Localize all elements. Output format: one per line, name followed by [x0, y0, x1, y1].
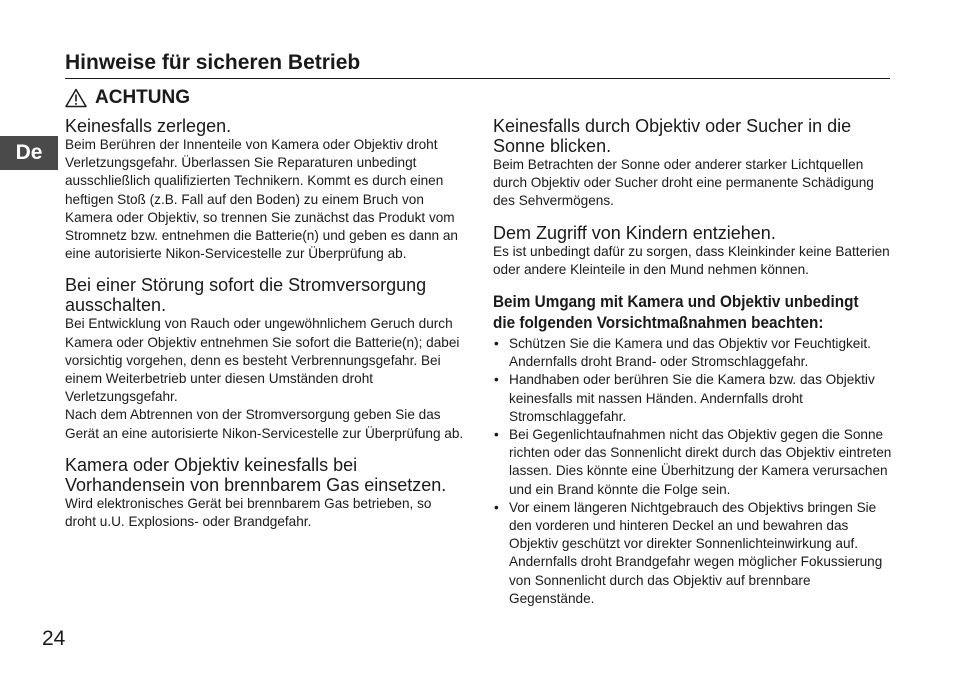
handling-heading	[493, 291, 859, 333]
section-handling	[493, 291, 893, 608]
section-text: Beim Betrachten der Sonne oder anderer starker Lichtquellen durch Objektiv oder Sucher droht eine permanente Schädigung des Sehvermögens.	[493, 157, 874, 209]
section-children	[493, 223, 893, 279]
handling-heading-line: die folgenden Vorsichtmaßnahmen beachten:	[493, 313, 824, 333]
left-column	[65, 116, 465, 543]
list-item: • Schützen Sie die Kamera und das Objektiv vor Feuchtigkeit. Andernfalls droht Brand- oder Stromschlaggefahr.	[493, 335, 893, 371]
section-flammable-gas	[65, 455, 465, 531]
section-heading: Keinesfalls durch Objektiv oder Sucher in die Sonne blicken.	[493, 116, 852, 156]
section-text: Bei Entwicklung von Rauch oder ungewöhnlichem Geruch durch Kamera oder Objektiv entnehmen Sie sofort die Batterie(n); dabei vorsichtig vorgehen, denn es besteht Verbrennungsgefahr. Bei einem Weiterbetrieb unter diesen Umständen droht Verletzungsgefahr.	[65, 316, 460, 405]
precautions-list	[493, 335, 893, 608]
section-heading: Kamera oder Objektiv keinesfalls bei Vorhandensein von brennbarem Gas einsetzen.	[65, 454, 447, 495]
page-title: Hinweise für sicheren Betrieb	[65, 50, 890, 79]
page-number: 24	[42, 627, 66, 650]
right-column	[493, 116, 893, 620]
section-heading: Dem Zugriff von Kindern entziehen.	[493, 222, 776, 243]
caution-header	[65, 86, 190, 110]
list-item: • Vor einem längeren Nichtgebrauch des Objektivs bringen Sie den vorderen und hinteren Deckel an und bewahren das Objektiv geschützt vor direkter Sonnenlichteinwirkung auf. Andernfalls droht Brandgefahr wegen möglicher Fokussierung von Sonnenlicht durch das Objektiv auf brennbare Gegenstände.	[493, 499, 893, 608]
section-text: Beim Berühren der Innenteile von Kamera oder Objektiv droht Verletzungsgefahr. Überlassen Sie Reparaturen unbedingt ausschließlich qualifizierten Technikern. Kommt es durch einen heftigen Stoß (z.B. Fall auf den Boden) zu einem Bruch von Kamera oder Objektiv, so trennen Sie zunächst das Produkt vom Stromnetz bzw. entnehmen die Batterie(n) und geben es dann an eine autorisierte Nikon-Servicestelle zur Überprüfung ab.	[65, 137, 458, 262]
caution-label: ACHTUNG	[95, 87, 190, 108]
section-heading: Keinesfalls zerlegen.	[65, 116, 232, 136]
list-item: • Handhaben oder berühren Sie die Kamera bzw. das Objektiv keinesfalls mit nassen Händen. Andernfalls droht Stromschlaggefahr.	[493, 371, 893, 426]
section-heading: Bei einer Störung sofort die Stromversorgung ausschalten.	[65, 275, 427, 316]
section-disassembly	[65, 116, 465, 263]
section-text: Wird elektronisches Gerät bei brennbarem Gas betrieben, so droht u.U. Explosions- oder Brandgefahr.	[65, 495, 432, 530]
list-item: • Bei Gegenlichtaufnahmen nicht das Objektiv gegen die Sonne richten oder das Sonnenlicht direkt durch das Objektiv eintreten lassen. Dies könnte eine Überhitzung der Kamera verursachen und ein Brand könnte die Folge sein.	[493, 426, 893, 499]
section-malfunction	[65, 275, 465, 442]
warning-icon	[65, 88, 87, 108]
section-text: Es ist unbedingt dafür zu sorgen, dass Kleinkinder keine Batterien oder andere Kleinteile in den Mund nehmen können.	[493, 243, 890, 277]
section-sun	[493, 116, 893, 211]
language-tab: De	[0, 136, 58, 170]
section-text: Nach dem Abtrennen von der Stromversorgung geben Sie das Gerät an eine autorisierte Nikon-Servicestelle zur Überprüfung ab.	[65, 407, 464, 441]
handling-heading-line: Beim Umgang mit Kamera und Objektiv unbedingt	[493, 292, 859, 312]
